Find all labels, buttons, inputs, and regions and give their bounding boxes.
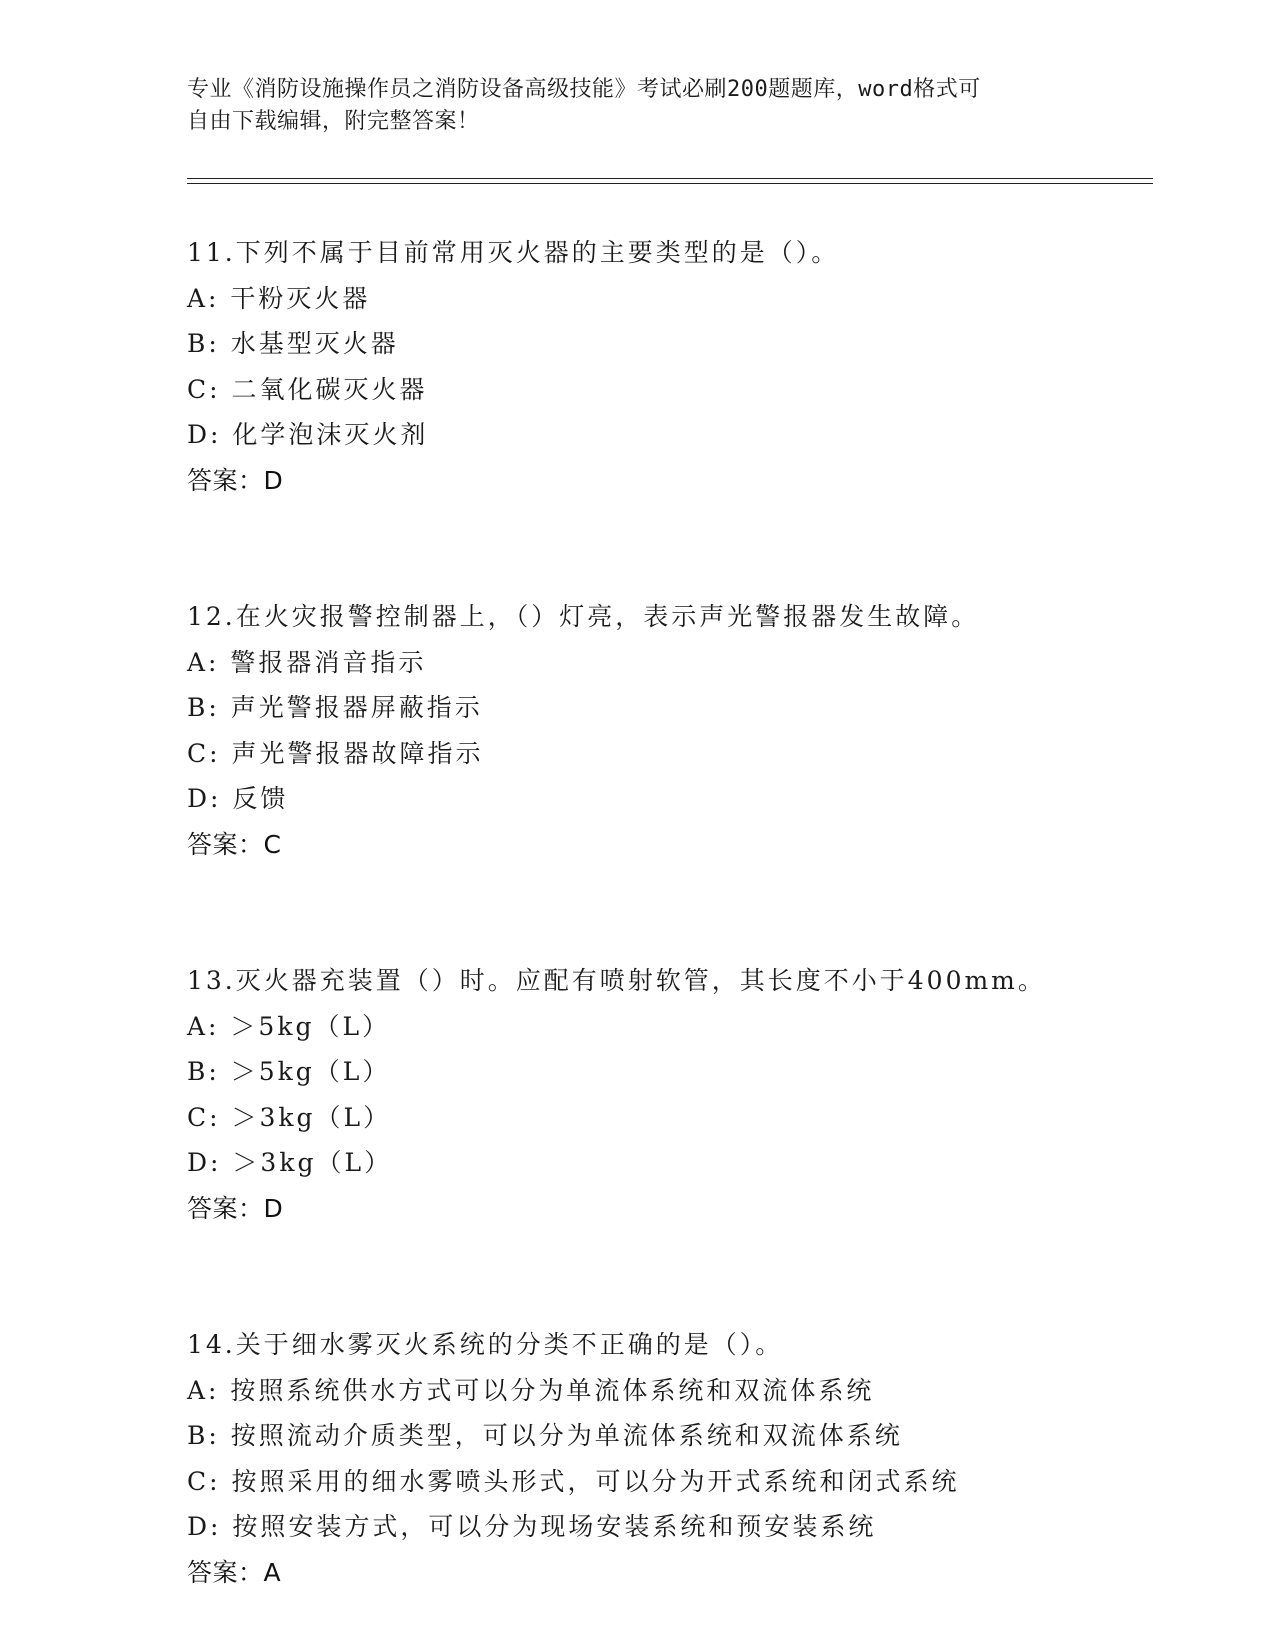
- header-line-1: 专业《消防设施操作员之消防设备高级技能》考试必刷200题题库，word格式可: [187, 77, 981, 102]
- question-13: [187, 958, 1187, 1231]
- header-divider-top: [187, 178, 1153, 179]
- option-c: C: ＞3kg（L）: [187, 1102, 392, 1132]
- question-stem: 14.关于细水雾灭火系统的分类不正确的是（）。: [187, 1330, 784, 1359]
- question-11: [187, 230, 1187, 503]
- header-line-2: 自由下载编辑，附完整答案！: [187, 109, 480, 134]
- option-a: A: 按照系统供水方式可以分为单流体系统和双流体系统: [187, 1375, 875, 1405]
- option-a: A: 警报器消音指示: [187, 647, 427, 677]
- option-b: B: 按照流动介质类型，可以分为单流体系统和双流体系统: [187, 1421, 903, 1450]
- document-header: [187, 74, 1087, 138]
- option-b: B: 水基型灭火器: [187, 329, 399, 358]
- option-a: A: ＞5kg（L）: [187, 1011, 391, 1041]
- option-b: B: 声光警报器屏蔽指示: [187, 693, 483, 722]
- option-a: A: 干粉灭火器: [187, 283, 371, 313]
- question-12: [187, 594, 1187, 867]
- header-divider-bottom: [187, 183, 1153, 184]
- option-c: C: 声光警报器故障指示: [187, 738, 484, 768]
- answer-line: 答案：C: [187, 829, 282, 859]
- option-c: C: 按照采用的细水雾喷头形式，可以分为开式系统和闭式系统: [187, 1466, 960, 1496]
- option-d: D: 化学泡沫灭火剂: [187, 420, 429, 449]
- answer-line: 答案：D: [187, 465, 284, 495]
- question-stem: 12.在火灾报警控制器上，（）灯亮，表示声光警报器发生故障。: [187, 602, 980, 631]
- question-stem: 11.下列不属于目前常用灭火器的主要类型的是（）。: [187, 238, 840, 267]
- question-14: [187, 1322, 1187, 1595]
- option-d: D: 反馈: [187, 784, 289, 813]
- question-spacer: [187, 503, 1187, 594]
- option-c: C: 二氧化碳灭火器: [187, 374, 428, 404]
- option-d: D: ＞3kg（L）: [187, 1148, 393, 1177]
- question-spacer: [187, 1231, 1187, 1322]
- question-spacer: [187, 867, 1187, 958]
- question-list: [187, 230, 1187, 1595]
- question-stem: 13.灭火器充装置（）时。应配有喷射软管，其长度不小于400mm。: [187, 966, 1046, 995]
- answer-line: 答案：A: [187, 1557, 282, 1587]
- answer-line: 答案：D: [187, 1193, 284, 1223]
- option-b: B: ＞5kg（L）: [187, 1057, 391, 1086]
- option-d: D: 按照安装方式，可以分为现场安装系统和预安装系统: [187, 1512, 877, 1541]
